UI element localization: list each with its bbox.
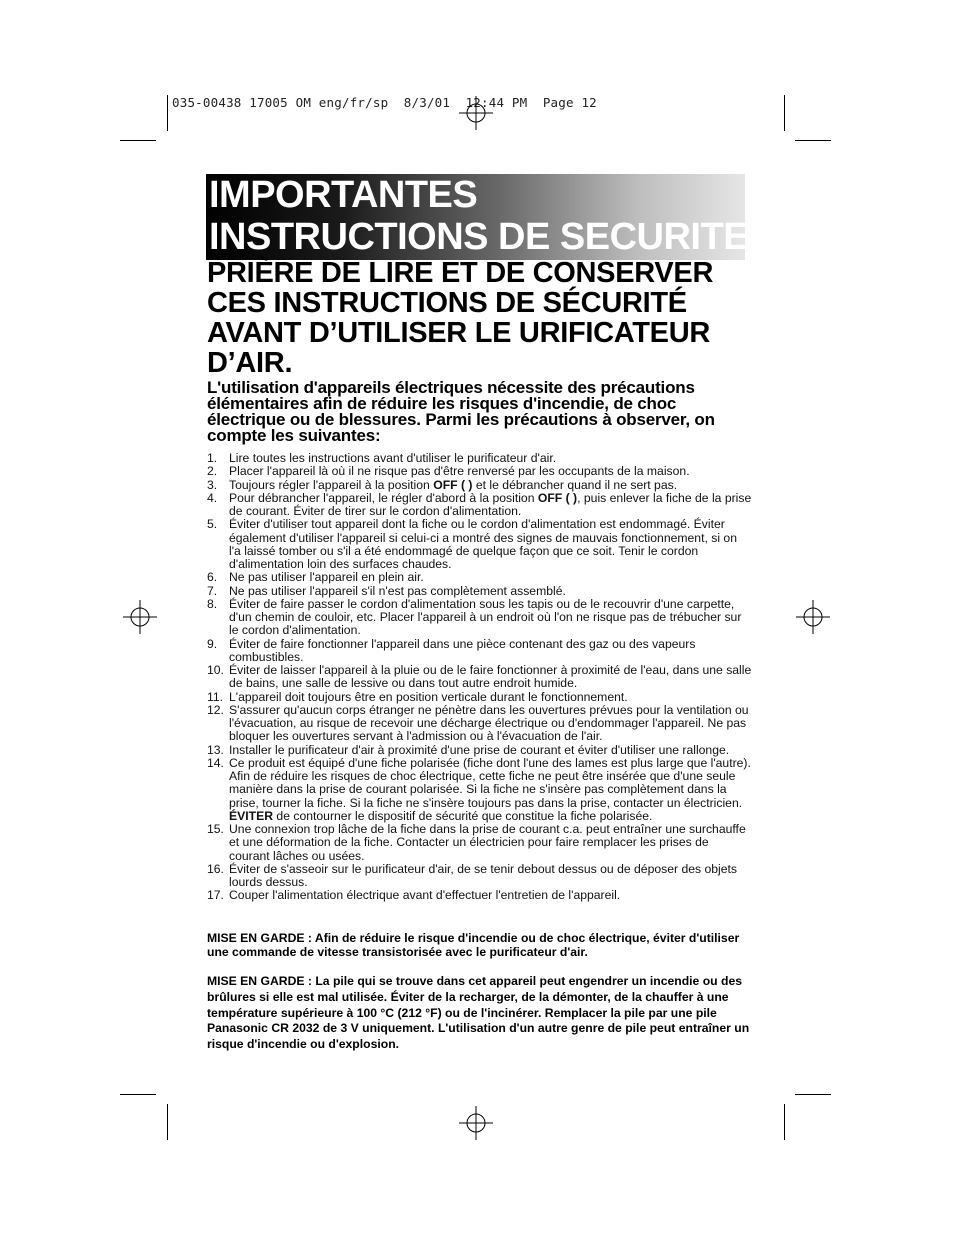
registration-mark-left-icon <box>123 600 157 634</box>
registration-mark-top-icon <box>459 96 493 130</box>
list-item-text: et le débrancher quand il ne sert pas. <box>472 477 678 492</box>
list-item-text: Éviter de laisser l'appareil à la pluie ou de le faire fonctionner à proximité de l'eau, dans une salle de bains, une salle de lessive ou dans tout autre endroit humide. <box>229 663 752 691</box>
list-item-text: Installer le purificateur d'air à proximité d'une prise de courant et éviter d'utiliser une rallonge. <box>229 742 730 757</box>
list-item-emphasis: OFF ( ) <box>433 477 473 492</box>
list-item <box>207 518 752 571</box>
crop-mark <box>167 1104 168 1140</box>
list-item-text: Pour débrancher l'appareil, le régler d'abord à la position <box>229 490 538 505</box>
list-item-text: Éviter de faire passer le cordon d'alimentation sous les tapis ou de le recouvrir d'une carpette, d'un chemin de couloir, etc. Placer l'appareil à un endroit où l'on ne risque pas de trébucher sur le cordon d'alimentation. <box>229 596 742 638</box>
list-item-text: Une connexion trop lâche de la fiche dans la prise de courant c.a. peut entraîner une surchauffe et une déformation de la fiche. Contacter un électricien pour faire remplacer les prises de courant lâches ou usées. <box>229 822 746 863</box>
intro-paragraph: L'utilisation d'appareils électriques nécessite des précautions élémentaires afin de réduire les risques d'incendie, de choc électrique ou de blessures. Parmi les précautions à observer, on compte les suivantes: <box>207 378 715 445</box>
list-item-number: 3. <box>207 477 218 492</box>
safety-instructions-list <box>207 452 752 903</box>
list-item-number: 9. <box>207 636 218 651</box>
list-item <box>207 863 752 890</box>
list-item <box>207 638 752 665</box>
list-item-text: Couper l'alimentation électrique avant d'effectuer l'entretien de l'appareil. <box>229 888 621 903</box>
registration-mark-bottom-icon <box>459 1106 493 1140</box>
list-item-text: , puis enlever la fiche de la prise de courant. Éviter de tirer sur le cordon d'alimentation. <box>229 490 752 518</box>
page-title-line: INSTRUCTIONS DE SECURITE <box>209 216 749 258</box>
crop-mark <box>167 95 168 131</box>
list-item-number: 14. <box>207 755 224 770</box>
page-title-line: IMPORTANTES <box>209 174 478 216</box>
list-item <box>207 452 752 465</box>
list-item-number: 10. <box>207 663 224 677</box>
list-item-text: Éviter d'utiliser tout appareil dont la fiche ou le cordon d'alimentation est endommagé. Éviter également d'utiliser l'appareil si celui-ci a montré des signes de mauvais fonctionnement, si on l'a laissé tomber ou s'il a été endommagé de quelque façon que ce soit. Tenir le cordon d'alimentation loin des surfaces chaudes. <box>229 517 737 571</box>
list-item-number: 2. <box>207 464 218 479</box>
list-item <box>207 823 752 863</box>
list-item <box>207 492 752 519</box>
registration-mark-right-icon <box>796 600 830 634</box>
warning-paragraph: MISE EN GARDE : La pile qui se trouve dans cet appareil peut engendrer un incendie ou des brûlures si elle est mal utilisée. Éviter de la recharger, de la démonter, de la chauffer à une température supérieure à 100 °C (212 °F) ou de l'incinérer. Remplacer la pile par une pile Panasonic CR 2032 de 3 V uniquement. L'utilisation d'un autre genre de pile peut entraîner un risque d'incendie ou d'explosion. <box>207 974 750 1052</box>
warning-paragraph: MISE EN GARDE : Afin de réduire le risque d'incendie ou de choc électrique, éviter d'utiliser une commande de vitesse transistorisée avec le purificateur d'air. <box>207 931 740 959</box>
list-item-number: 12. <box>207 702 224 717</box>
list-item-text: Toujours régler l'appareil à la position <box>229 477 434 492</box>
list-item-text: de contourner le dispositif de sécurité que constitue la fiche polarisée. <box>273 808 653 823</box>
list-item <box>207 744 752 757</box>
list-item-emphasis: ÉVITER <box>229 808 274 823</box>
subheading-line: PRIÈRE DE LIRE ET DE CONSERVER <box>207 257 714 289</box>
list-item-text: Placer l'appareil là où il ne risque pas d'être renversé par les occupants de la maison. <box>229 464 690 479</box>
list-item-text: Ce produit est équipé d'une fiche polarisée (fiche dont l'une des lames est plus large que l'autre). Afin de réduire les risques de choc électrique, cette fiche ne peut être insérée que d'une seule manière dans la prise de courant polarisée. Si la fiche ne s'insère pas complètement dans la prise, tourner la fiche. Si la fiche ne s'insère toujours pas dans la prise, contacter un électricien. <box>229 755 751 810</box>
list-item <box>207 691 752 704</box>
list-item-text: S'assurer qu'aucun corps étranger ne pénètre dans les ouvertures prévues pour la ventilation ou l'évacuation, au risque de recevoir une décharge électrique ou d'endommager l'appareil. Ne pas bloquer les ouvertures servant à l'admission ou à l'évacuation de l'air. <box>229 702 749 744</box>
subheading <box>207 258 767 378</box>
crop-mark <box>795 1094 831 1095</box>
list-item-number: 13. <box>207 742 224 757</box>
list-item <box>207 664 752 691</box>
list-item-text: Éviter de s'asseoir sur le purificateur d'air, de se tenir debout dessus ou de déposer des objets lourds dessus. <box>229 861 738 889</box>
subheading-line: D’AIR. <box>207 347 293 379</box>
list-item-text: Éviter de faire fonctionner l'appareil dans une pièce contenant des gaz ou des vapeurs combustibles. <box>229 636 696 664</box>
list-item-text: Lire toutes les instructions avant d'utiliser le purificateur d'air. <box>229 451 557 465</box>
page-title <box>209 174 749 258</box>
list-item <box>207 704 752 744</box>
list-item-text: Ne pas utiliser l'appareil s'il n'est pas complètement assemblé. <box>229 583 566 598</box>
crop-mark <box>120 140 156 141</box>
crop-mark <box>120 1094 156 1095</box>
list-item-number: 8. <box>207 596 218 611</box>
list-item <box>207 585 752 598</box>
list-item-number: 17. <box>207 888 224 903</box>
list-item-number: 11. <box>207 689 224 704</box>
list-item <box>207 479 752 492</box>
list-item-number: 5. <box>207 517 218 532</box>
crop-mark <box>795 140 831 141</box>
list-item-number: 1. <box>207 451 218 465</box>
crop-mark <box>784 1104 785 1140</box>
list-item-text: L'appareil doit toujours être en position verticale durant le fonctionnement. <box>229 689 628 704</box>
list-item <box>207 598 752 638</box>
print-slug-line: 035-00438 17005 OM eng/fr/sp 8/3/01 12:44 PM Page 12 <box>172 95 597 110</box>
list-item <box>207 465 752 478</box>
list-item-number: 15. <box>207 822 224 836</box>
list-item-number: 6. <box>207 570 218 585</box>
subheading-line: CES INSTRUCTIONS DE SÉCURITÉ <box>207 287 687 319</box>
crop-mark <box>784 95 785 131</box>
list-item <box>207 571 752 584</box>
subheading-line: AVANT D’UTILISER LE URIFICATEUR <box>207 317 711 349</box>
list-item-number: 7. <box>207 583 218 598</box>
list-item <box>207 889 752 902</box>
list-item-number: 4. <box>207 490 218 505</box>
list-item-text: Ne pas utiliser l'appareil en plein air. <box>229 570 424 585</box>
list-item <box>207 757 752 823</box>
list-item-number: 16. <box>207 861 224 876</box>
list-item-emphasis: OFF ( ) <box>537 490 578 505</box>
